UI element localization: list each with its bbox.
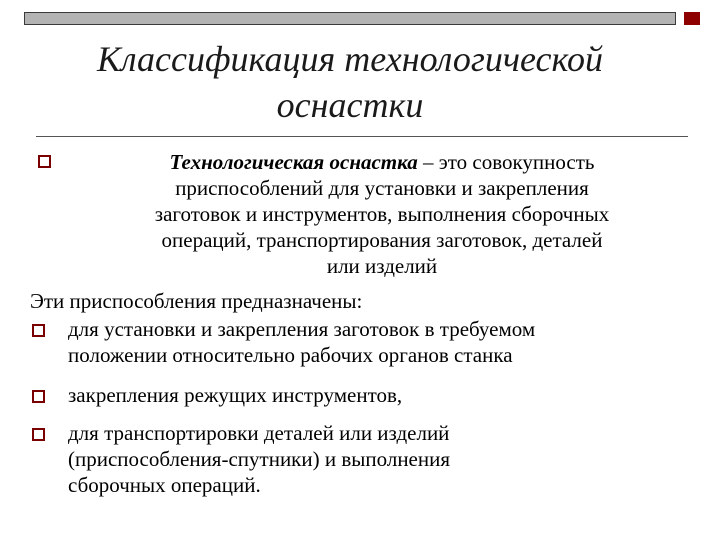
top-decoration-bar xyxy=(24,12,676,25)
hollow-square-bullet-icon xyxy=(32,324,45,337)
definition-paragraph xyxy=(64,149,700,279)
intro-text: Эти приспособления предназначены: xyxy=(30,289,363,313)
hollow-square-bullet-icon xyxy=(38,155,51,168)
list-item-line: сборочных операций. xyxy=(68,473,261,497)
definition-line-3: заготовок и инструментов, выполнения сборочных xyxy=(154,202,610,226)
slide-title xyxy=(40,36,660,128)
list-item-line: для транспортировки деталей или изделий xyxy=(68,421,450,445)
definition-term: Технологическая оснастка xyxy=(169,150,418,174)
title-divider xyxy=(36,136,688,137)
list-item-line: для установки и закрепления заготовок в требуемом xyxy=(68,317,536,341)
hollow-square-bullet-icon xyxy=(32,390,45,403)
definition-line-4: операций, транспортирования заготовок, деталей xyxy=(161,228,603,252)
list-item xyxy=(68,420,708,498)
list-item xyxy=(68,382,708,408)
list-item-line: (приспособления-спутники) и выполнения xyxy=(68,447,451,471)
definition-line-1: – это совокупность xyxy=(417,150,595,174)
top-accent-square xyxy=(684,12,700,25)
definition-line-2: приспособлений для установки и закрепления xyxy=(175,176,589,200)
list-item xyxy=(68,316,708,368)
title-line-2: оснастки xyxy=(276,85,424,125)
definition-line-5: или изделий xyxy=(326,254,438,278)
title-line-1: Классификация технологической xyxy=(97,39,603,79)
list-item-line: закрепления режущих инструментов, xyxy=(68,383,403,407)
list-item-line: положении относительно рабочих органов станка xyxy=(68,343,513,367)
hollow-square-bullet-icon xyxy=(32,428,45,441)
